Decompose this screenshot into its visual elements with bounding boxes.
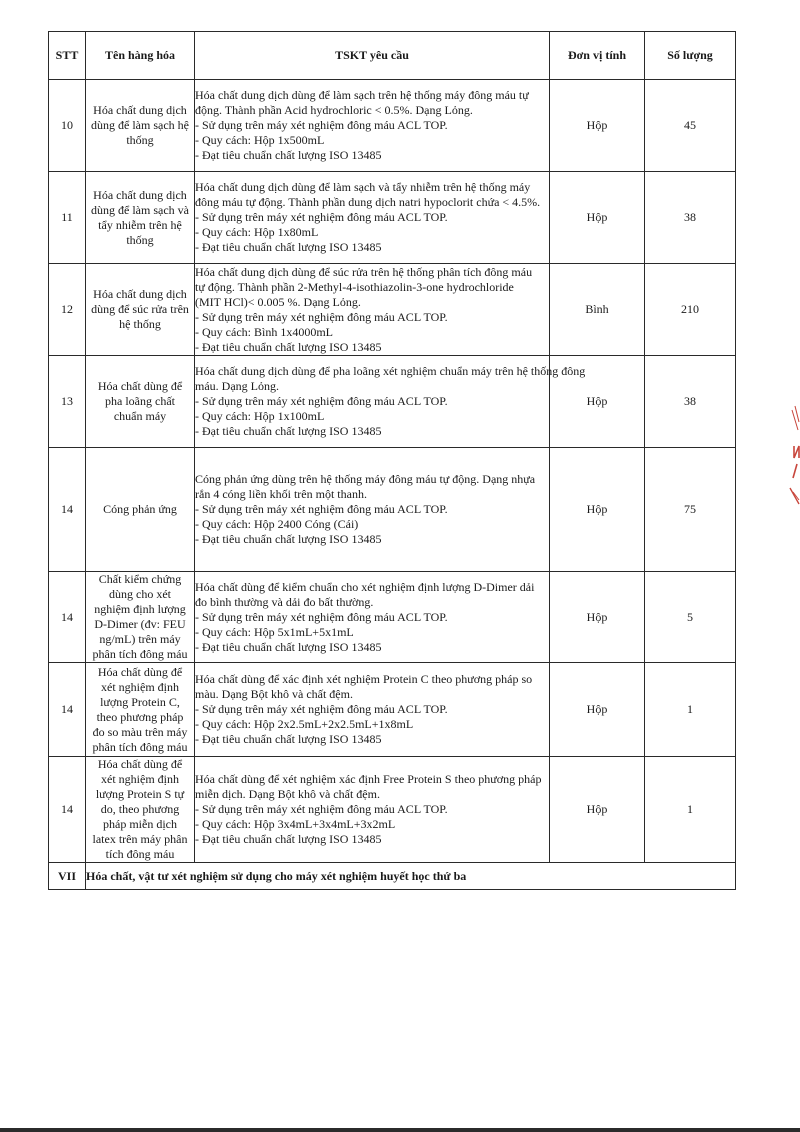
row-quantity: 38 <box>645 172 736 264</box>
spec-line: - Quy cách: Hộp 1x80mL <box>195 225 319 239</box>
spec-line: - Sử dụng trên máy xét nghiệm đông máu ACL TOP. <box>195 210 448 224</box>
spec-line: Cóng phản ứng dùng trên hệ thống máy đông máu tự động. Dạng nhựa <box>195 472 536 486</box>
table-row <box>49 172 736 264</box>
scan-edge <box>0 1128 800 1132</box>
row-stt: 14 <box>49 757 86 863</box>
item-name-line: latex trên máy phân <box>92 832 188 846</box>
spec-line: máu. Dạng Lỏng. <box>195 379 279 393</box>
table-header <box>49 32 736 80</box>
spec-line: Hóa chất dung dịch dùng để súc rửa trên hệ thống phân tích đông máu <box>195 264 533 279</box>
table-row <box>49 448 736 572</box>
item-name-line: Hóa chất dùng để <box>97 757 183 771</box>
row-unit: Hộp <box>550 172 645 264</box>
spec-line: màu. Dạng Bột khô và chất đệm. <box>195 687 353 701</box>
spec-line: Hóa chất dùng để xét nghiệm xác định Free Protein S theo phương pháp <box>195 772 542 786</box>
item-name-line: dùng để làm sạch hệ <box>91 118 189 132</box>
row-quantity: 45 <box>645 80 736 172</box>
row-item-name <box>86 80 195 172</box>
spec-line: - Sử dụng trên máy xét nghiệm đông máu ACL TOP. <box>195 309 448 324</box>
row-item-name <box>86 448 195 572</box>
spec-line: - Sử dụng trên máy xét nghiệm đông máu ACL TOP. <box>195 609 448 624</box>
row-quantity: 210 <box>645 264 736 356</box>
spec-line: đông máu tự động. Thành phần dung dịch natri hypoclorit chứa < 4.5%. <box>195 195 541 209</box>
table-row <box>49 356 736 448</box>
spec-line: - Đạt tiêu chuẩn chất lượng ISO 13485 <box>195 424 382 438</box>
item-name-line: Hóa chất dung dịch <box>93 287 187 301</box>
table-row <box>49 264 736 356</box>
spec-line: - Đạt tiêu chuẩn chất lượng ISO 13485 <box>195 240 382 254</box>
spec-line: - Đạt tiêu chuẩn chất lượng ISO 13485 <box>195 832 382 846</box>
section-number: VII <box>49 863 86 890</box>
spec-line: - Quy cách: Hộp 2x2.5mL+2x2.5mL+1x8mL <box>195 717 414 731</box>
table-body <box>49 80 736 863</box>
spec-line: - Quy cách: Hộp 2400 Cóng (Cái) <box>195 517 359 531</box>
item-name-line: phân tích đông máu <box>92 647 188 661</box>
item-name-line: Hóa chất dung dịch <box>93 187 187 202</box>
spec-line: - Quy cách: Hộp 1x500mL <box>195 133 325 147</box>
spec-line: động. Thành phần Acid hydrochloric < 0.5%. Dạng Lỏng. <box>195 103 473 117</box>
item-name-line: dùng để súc rửa trên <box>91 302 189 316</box>
row-stt: 14 <box>49 663 86 757</box>
spec-line: (MIT HCl)< 0.005 %. Dạng Lỏng. <box>195 294 361 309</box>
table-row <box>49 572 736 663</box>
spec-line: - Đạt tiêu chuẩn chất lượng ISO 13485 <box>195 339 382 354</box>
item-name-line: lượng Protein C, <box>100 694 180 709</box>
row-item-name <box>86 572 195 663</box>
item-name-line: Hóa chất dung dịch <box>93 103 187 117</box>
item-name-line: thống <box>126 133 154 147</box>
spec-line: tự động. Thành phần 2-Methyl-4-isothiazolin-3-one hydrochloride <box>195 279 514 294</box>
table-row <box>49 80 736 172</box>
item-name-line: Cóng phản ứng <box>103 502 177 516</box>
specification-table <box>48 31 736 890</box>
row-unit: Hộp <box>550 448 645 572</box>
spec-line: - Sử dụng trên máy xét nghiệm đông máu ACL TOP. <box>195 802 448 816</box>
spec-line: - Đạt tiêu chuẩn chất lượng ISO 13485 <box>195 639 382 654</box>
row-unit: Hộp <box>550 572 645 663</box>
item-name-line: Hóa chất dùng để <box>97 664 183 679</box>
spec-line: - Đạt tiêu chuẩn chất lượng ISO 13485 <box>195 532 382 546</box>
spec-line: Hóa chất dung dịch dùng để làm sạch và tẩy nhiễm trên hệ thống máy <box>195 180 531 194</box>
stamp-fragment <box>786 400 800 510</box>
item-name-line: nghiệm định lượng <box>94 602 186 616</box>
row-item-name <box>86 264 195 356</box>
section-title: Hóa chất, vật tư xét nghiệm sử dụng cho máy xét nghiệm huyết học thứ ba <box>86 863 736 890</box>
row-stt: 13 <box>49 356 86 448</box>
spec-line: - Quy cách: Hộp 1x100mL <box>195 409 325 423</box>
spec-line: miễn dịch. Dạng Bột khô và chất đệm. <box>195 787 380 801</box>
item-name-line: Chất kiểm chứng <box>98 572 182 586</box>
spec-line: - Sử dụng trên máy xét nghiệm đông máu ACL TOP. <box>195 118 448 132</box>
item-name-line: D-Dimer (đv: FEU <box>94 617 186 631</box>
header-technical-spec: TSKT yêu cầu <box>195 32 550 80</box>
spec-line: Hóa chất dùng để kiểm chuẩn cho xét nghiệm định lượng D-Dimer dải <box>195 579 535 594</box>
spec-line: - Sử dụng trên máy xét nghiệm đông máu ACL TOP. <box>195 502 448 516</box>
spec-line: Hóa chất dung dịch dùng để làm sạch trên hệ thống máy đông máu tự <box>195 88 529 102</box>
row-technical-spec <box>195 572 550 663</box>
spec-line: - Đạt tiêu chuẩn chất lượng ISO 13485 <box>195 148 382 162</box>
item-name-line: thống <box>126 232 154 247</box>
row-unit: Bình <box>550 264 645 356</box>
item-name-line: Hóa chất dùng để <box>97 379 183 393</box>
spec-line: - Sử dụng trên máy xét nghiệm đông máu ACL TOP. <box>195 394 448 408</box>
spec-line: - Quy cách: Bình 1x4000mL <box>195 324 333 339</box>
item-name-line: ng/mL) trên máy <box>99 632 181 646</box>
row-unit: Hộp <box>550 356 645 448</box>
row-item-name <box>86 663 195 757</box>
row-item-name <box>86 172 195 264</box>
item-name-line: đo so màu trên máy <box>92 724 188 739</box>
header-quantity: Số lượng <box>645 32 736 80</box>
table-row <box>49 663 736 757</box>
row-technical-spec <box>195 80 550 172</box>
item-name-line: dùng cho xét <box>109 587 171 601</box>
row-quantity: 1 <box>645 663 736 757</box>
spec-line: - Đạt tiêu chuẩn chất lượng ISO 13485 <box>195 732 382 746</box>
item-name-line: dùng để làm sạch và <box>91 202 189 217</box>
item-name-line: pha loãng chất <box>105 394 175 408</box>
header-unit: Đơn vị tính <box>550 32 645 80</box>
row-stt: 11 <box>49 172 86 264</box>
row-quantity: 38 <box>645 356 736 448</box>
item-name-line: lượng Protein S tự <box>95 787 185 801</box>
row-technical-spec <box>195 356 586 448</box>
spec-line: rắn 4 cóng liền khối trên một thanh. <box>195 487 367 501</box>
row-item-name <box>86 757 195 863</box>
item-name-line: theo phương pháp <box>96 709 184 724</box>
row-technical-spec <box>195 757 550 863</box>
row-stt: 14 <box>49 448 86 572</box>
spec-line: Hóa chất dùng để xác định xét nghiệm Protein C theo phương pháp so <box>195 672 533 686</box>
item-name-line: hệ thống <box>119 317 161 331</box>
row-item-name <box>86 356 195 448</box>
row-technical-spec <box>195 448 550 572</box>
item-name-line: chuẩn máy <box>113 409 167 423</box>
item-name-line: tẩy nhiễm trên hệ <box>98 217 182 232</box>
item-name-line: tích đông máu <box>105 847 175 861</box>
row-unit: Hộp <box>550 80 645 172</box>
table-row <box>49 757 736 863</box>
section-row <box>49 863 736 890</box>
row-quantity: 1 <box>645 757 736 863</box>
item-name-line: xét nghiệm định <box>101 772 179 786</box>
header-stt: STT <box>49 32 86 80</box>
spec-line: - Quy cách: Hộp 5x1mL+5x1mL <box>195 624 354 639</box>
row-unit: Hộp <box>550 757 645 863</box>
item-name-line: do, theo phương <box>100 802 180 816</box>
spec-line: - Sử dụng trên máy xét nghiệm đông máu ACL TOP. <box>195 702 448 716</box>
spec-line: đo bình thường và dải đo bất thường. <box>195 594 374 609</box>
spec-line: Hóa chất dung dịch dùng để pha loãng xét nghiệm chuẩn máy trên hệ thống đông <box>195 364 586 378</box>
row-quantity: 5 <box>645 572 736 663</box>
item-name-line: phân tích đông máu <box>92 739 188 754</box>
row-technical-spec <box>195 663 550 757</box>
item-name-line: pháp miễn dịch <box>103 817 177 831</box>
header-item-name: Tên hàng hóa <box>86 32 195 80</box>
row-unit: Hộp <box>550 663 645 757</box>
row-stt: 14 <box>49 572 86 663</box>
row-stt: 10 <box>49 80 86 172</box>
row-technical-spec <box>195 264 550 356</box>
row-technical-spec <box>195 172 550 264</box>
row-stt: 12 <box>49 264 86 356</box>
row-quantity: 75 <box>645 448 736 572</box>
spec-line: - Quy cách: Hộp 3x4mL+3x4mL+3x2mL <box>195 817 396 831</box>
item-name-line: xét nghiệm định <box>101 679 179 694</box>
